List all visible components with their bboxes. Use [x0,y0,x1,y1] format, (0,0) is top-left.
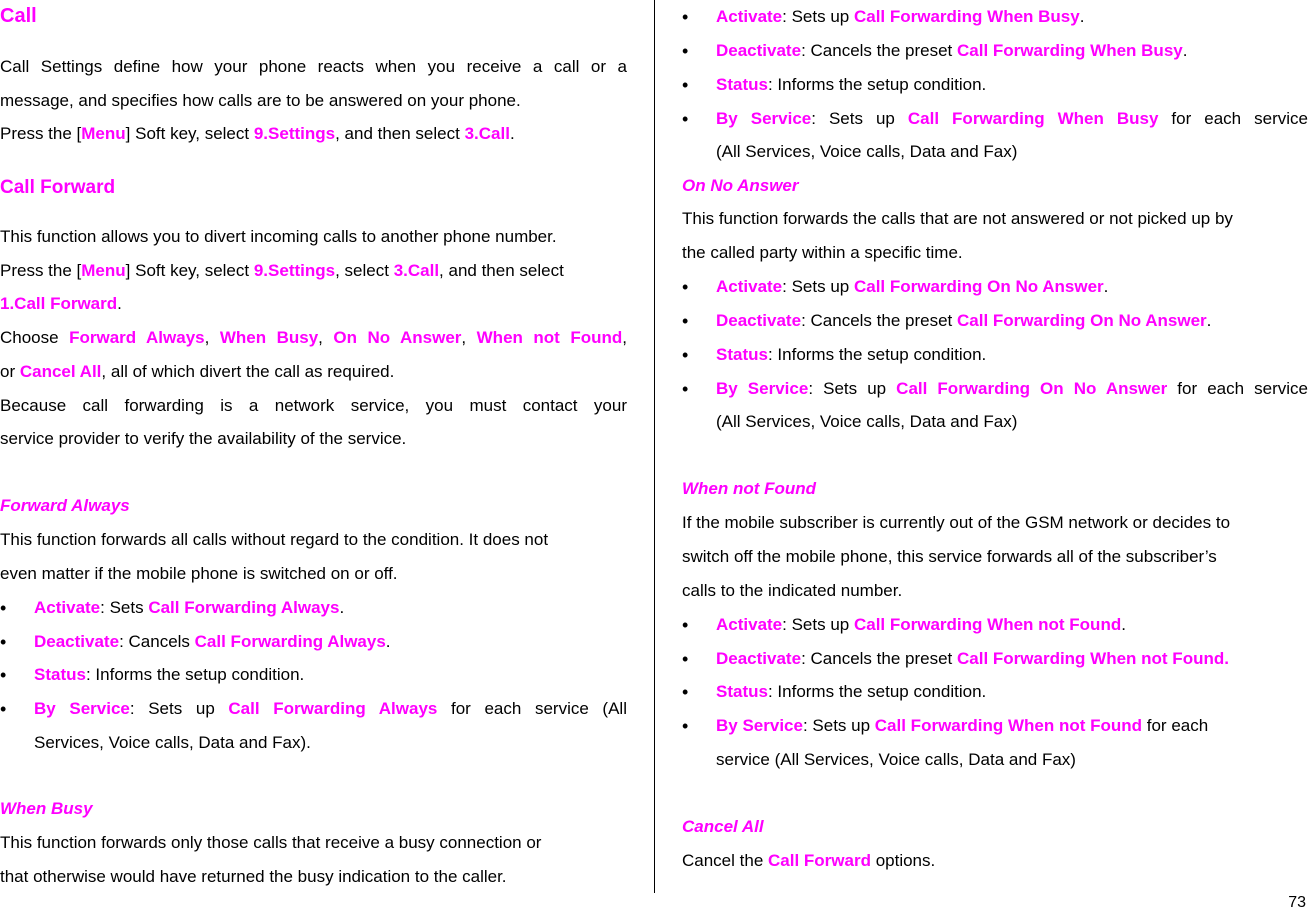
forward-always-desc-1: This function forwards all calls without regard to the condition. It does not [0,530,549,549]
call-forward-menu-path-2: 1.Call Forward. [0,294,122,313]
call-forward-menu-path: Press the [Menu] Soft key, select 9.Settings, select 3.Call, and then select [0,261,564,280]
forward-always-status: • Status: Informs the setup condition. [0,665,304,685]
forward-always-activate: • Activate: Sets Call Forwarding Always. [0,598,344,618]
forward-always-deactivate: • Deactivate: Cancels Call Forwarding Always. [0,632,391,652]
when-not-found-by-service: • By Service: Sets up Call Forwarding When not Found for each [682,716,1208,736]
section-title-call: Call [0,5,37,27]
page-number: 73 [1288,894,1306,911]
when-not-found-desc-3: calls to the indicated number. [682,581,903,600]
cancel-all-desc: Cancel the Call Forward options. [682,851,936,870]
call-menu-path: Press the [Menu] Soft key, select 9.Settings, and then select 3.Call. [0,124,515,143]
network-note-line-2: service provider to verify the availability of the service. [0,429,407,448]
on-no-answer-desc-1: This function forwards the calls that are not answered or not picked up by [682,209,1233,228]
on-no-answer-desc-2: the called party within a specific time. [682,243,963,262]
when-not-found-status: • Status: Informs the setup condition. [682,682,986,702]
forward-always-desc-2: even matter if the mobile phone is switched on or off. [0,564,398,583]
when-busy-desc-1: This function forwards only those calls that receive a busy connection or [0,833,542,852]
when-busy-desc-2: that otherwise would have returned the busy indication to the caller. [0,867,507,886]
when-not-found-desc-2: switch off the mobile phone, this service forwards all of the subscriber’s [682,547,1217,566]
call-forward-intro: This function allows you to divert incoming calls to another phone number. [0,227,557,246]
subsection-title-when-busy: When Busy [0,799,93,818]
section-title-call-forward: Call Forward [0,177,116,198]
call-intro-line-1: Call Settings define how your phone reacts when you receive a call or a [0,57,627,76]
call-intro-line-2: message, and specifies how calls are to be answered on your phone. [0,91,521,110]
on-no-answer-activate: • Activate: Sets up Call Forwarding On No Answer. [682,277,1108,297]
subsection-title-forward-always: Forward Always [0,496,130,515]
when-not-found-desc-1: If the mobile subscriber is currently out of the GSM network or decides to [682,513,1231,532]
subsection-title-cancel-all: Cancel All [682,817,764,836]
subsection-title-when-not-found: When not Found [682,479,817,498]
on-no-answer-by-service-2: (All Services, Voice calls, Data and Fax) [716,412,1018,431]
when-not-found-activate: • Activate: Sets up Call Forwarding When not Found. [682,615,1126,635]
on-no-answer-deactivate: • Deactivate: Cancels the preset Call Forwarding On No Answer. [682,311,1211,331]
call-forward-options: Choose Forward Always, When Busy, On No Answer, When not Found, [0,328,627,347]
when-busy-activate: • Activate: Sets up Call Forwarding When Busy. [682,7,1084,27]
forward-always-by-service: • By Service: Sets up Call Forwarding Always for each service (All [0,699,627,719]
call-forward-options-2: or Cancel All, all of which divert the call as required. [0,362,395,381]
column-divider [654,0,655,893]
when-not-found-deactivate: • Deactivate: Cancels the preset Call Forwarding When not Found. [682,649,1229,669]
subsection-title-on-no-answer: On No Answer [682,176,799,195]
on-no-answer-by-service: • By Service: Sets up Call Forwarding On No Answer for each service [682,379,1308,399]
on-no-answer-status: • Status: Informs the setup condition. [682,345,986,365]
forward-always-by-service-2: Services, Voice calls, Data and Fax). [34,733,311,752]
when-not-found-by-service-2: service (All Services, Voice calls, Data and Fax) [716,750,1076,769]
when-busy-status: • Status: Informs the setup condition. [682,75,986,95]
when-busy-deactivate: • Deactivate: Cancels the preset Call Forwarding When Busy. [682,41,1187,61]
network-note-line-1: Because call forwarding is a network service, you must contact your [0,396,627,415]
when-busy-by-service-2: (All Services, Voice calls, Data and Fax) [716,142,1018,161]
when-busy-by-service: • By Service: Sets up Call Forwarding When Busy for each service [682,109,1308,129]
